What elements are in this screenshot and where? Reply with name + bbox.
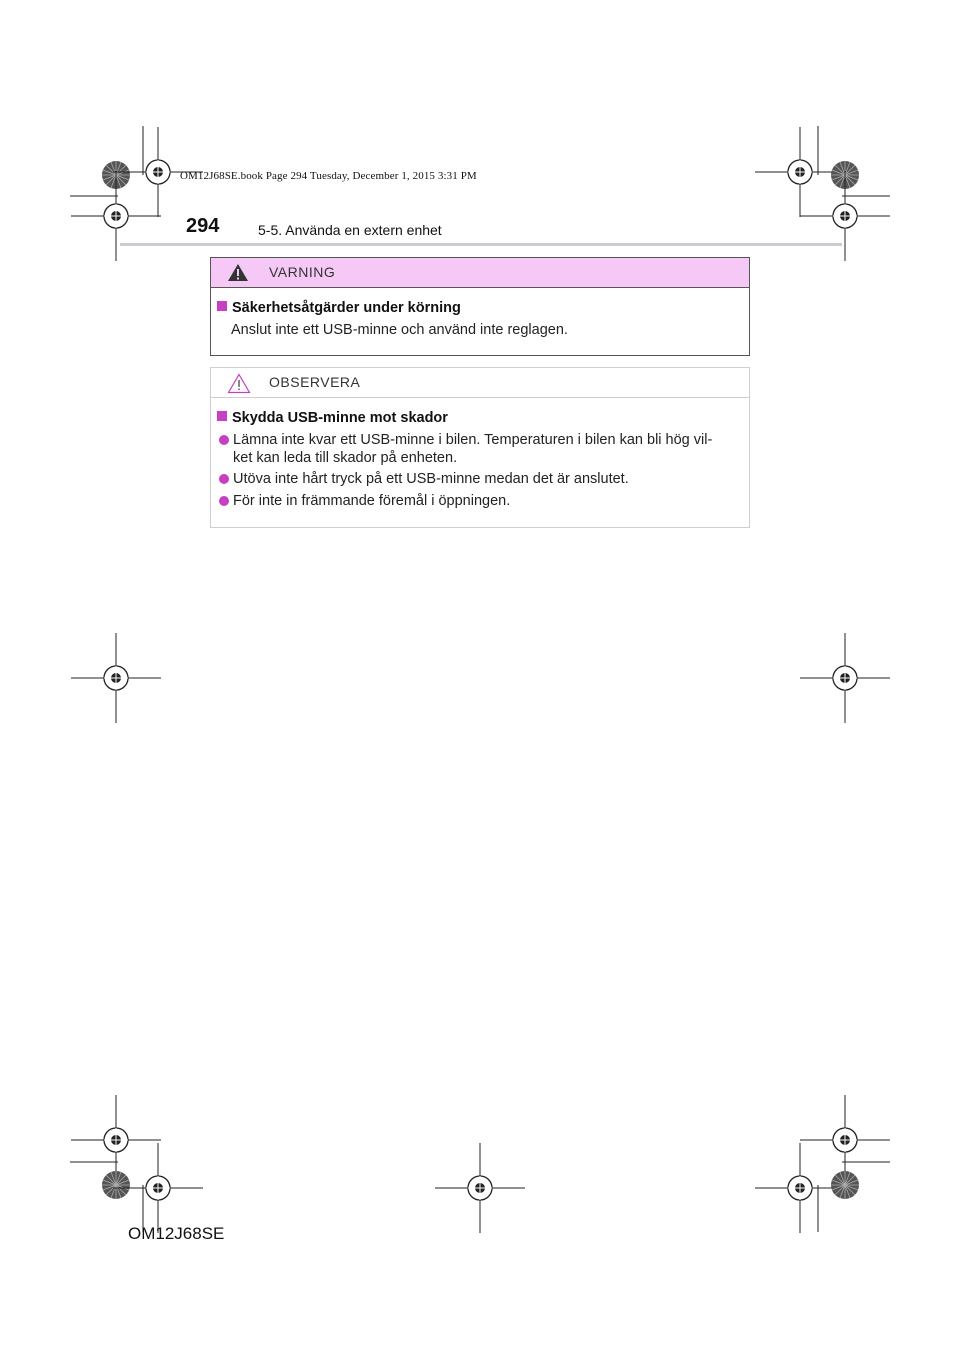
notice-box-header — [211, 368, 749, 398]
registration-mark-icon — [71, 633, 161, 723]
warning-triangle-filled-icon — [227, 263, 249, 292]
registration-mark-icon — [800, 171, 890, 261]
header-rule — [120, 243, 842, 246]
notice-box — [210, 367, 750, 528]
square-bullet-icon — [217, 301, 227, 311]
registration-mark-icon — [435, 1143, 525, 1233]
warning-box — [210, 257, 750, 356]
round-bullet-icon — [219, 496, 229, 506]
registration-mark-icon — [113, 1143, 203, 1233]
round-bullet-icon — [219, 435, 229, 445]
page-number: 294 — [186, 215, 220, 237]
registration-mark-icon — [71, 171, 161, 261]
notice-bullet-1-line-2: ket kan leda till skador på enheten. — [233, 450, 458, 466]
section-title: 5-5. Använda en extern enhet — [258, 222, 442, 238]
book-info-line: OM12J68SE.book Page 294 Tuesday, December 1, 2015 3:31 PM — [180, 170, 477, 182]
color-bar-circle-icon — [831, 1171, 859, 1199]
registration-mark-icon — [800, 633, 890, 723]
warning-triangle-outline-icon — [227, 373, 251, 404]
notice-label: OBSERVERA — [269, 374, 361, 390]
notice-heading: Skydda USB-minne mot skador — [217, 410, 448, 426]
notice-bullet-1-line-1: Lämna inte kvar ett USB-minne i bilen. Temperaturen i bilen kan bli hög vil- — [233, 432, 713, 448]
notice-bullet-2: Utöva inte hårt tryck på ett USB-minne medan det är anslutet. — [233, 471, 629, 487]
warning-box-header — [211, 258, 749, 288]
warning-text: Anslut inte ett USB-minne och använd inte reglagen. — [231, 322, 568, 338]
footer-document-code: OM12J68SE — [128, 1224, 225, 1243]
notice-bullet-3: För inte in främmande föremål i öppningen. — [233, 493, 511, 509]
round-bullet-icon — [219, 474, 229, 484]
color-bar-circle-icon — [102, 1171, 130, 1199]
square-bullet-icon — [217, 411, 227, 421]
warning-label: VARNING — [269, 264, 336, 280]
warning-heading: Säkerhetsåtgärder under körning — [217, 300, 461, 316]
